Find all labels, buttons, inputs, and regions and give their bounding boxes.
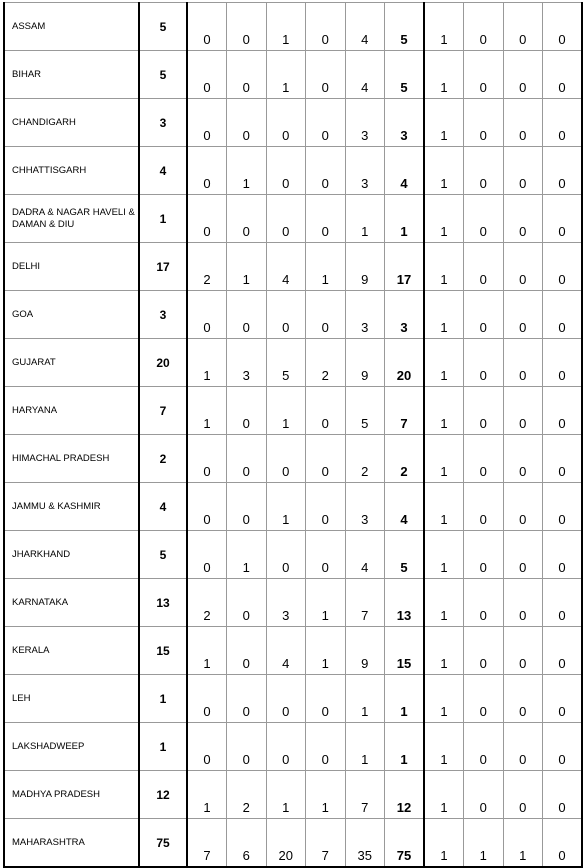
- count-cell: 0: [227, 483, 267, 531]
- count-cell: 1: [424, 771, 464, 819]
- count-cell: 0: [306, 435, 346, 483]
- state-name-cell: CHHATTISGARH: [4, 147, 139, 195]
- count-cell: 0: [464, 291, 504, 339]
- count-cell: 0: [227, 291, 267, 339]
- count-cell: 1: [424, 339, 464, 387]
- count-cell: 0: [227, 723, 267, 771]
- row-subtotal-cell: 12: [385, 771, 425, 819]
- count-cell: 0: [266, 675, 306, 723]
- state-total-cell: 4: [139, 147, 187, 195]
- count-cell: 1: [266, 51, 306, 99]
- state-name-cell: MADHYA PRADESH: [4, 771, 139, 819]
- count-cell: 1: [306, 627, 346, 675]
- count-cell: 0: [543, 3, 583, 51]
- count-cell: 0: [503, 579, 543, 627]
- count-cell: 0: [543, 723, 583, 771]
- count-cell: 0: [187, 51, 227, 99]
- count-cell: 0: [464, 387, 504, 435]
- count-cell: 1: [345, 675, 385, 723]
- state-name-cell: BIHAR: [4, 51, 139, 99]
- count-cell: 0: [187, 723, 227, 771]
- count-cell: 9: [345, 627, 385, 675]
- row-subtotal-cell: 17: [385, 243, 425, 291]
- count-cell: 0: [503, 771, 543, 819]
- count-cell: 3: [266, 579, 306, 627]
- state-name-cell: JAMMU & KASHMIR: [4, 483, 139, 531]
- table-row: [4, 771, 582, 819]
- count-cell: 1: [424, 531, 464, 579]
- count-cell: 0: [464, 723, 504, 771]
- count-cell: 0: [543, 531, 583, 579]
- count-cell: 1: [306, 243, 346, 291]
- count-cell: 0: [464, 627, 504, 675]
- table-row: [4, 147, 582, 195]
- row-subtotal-cell: 5: [385, 531, 425, 579]
- count-cell: 6: [227, 819, 267, 868]
- row-subtotal-cell: 13: [385, 579, 425, 627]
- count-cell: 1: [464, 819, 504, 868]
- count-cell: 4: [266, 627, 306, 675]
- count-cell: 0: [306, 723, 346, 771]
- count-cell: 0: [503, 339, 543, 387]
- count-cell: 1: [266, 387, 306, 435]
- count-cell: 0: [503, 243, 543, 291]
- count-cell: 0: [543, 675, 583, 723]
- count-cell: 0: [187, 3, 227, 51]
- count-cell: 1: [424, 579, 464, 627]
- count-cell: 0: [543, 147, 583, 195]
- count-cell: 1: [424, 291, 464, 339]
- count-cell: 0: [227, 579, 267, 627]
- state-name-cell: DELHI: [4, 243, 139, 291]
- state-name-cell: GUJARAT: [4, 339, 139, 387]
- count-cell: 1: [424, 483, 464, 531]
- count-cell: 1: [187, 771, 227, 819]
- count-cell: 0: [464, 771, 504, 819]
- count-cell: 0: [464, 99, 504, 147]
- count-cell: 1: [424, 819, 464, 868]
- count-cell: 1: [424, 387, 464, 435]
- count-cell: 0: [187, 99, 227, 147]
- count-cell: 1: [424, 243, 464, 291]
- count-cell: 0: [306, 195, 346, 243]
- count-cell: 0: [543, 579, 583, 627]
- row-subtotal-cell: 7: [385, 387, 425, 435]
- count-cell: 0: [266, 291, 306, 339]
- count-cell: 0: [306, 291, 346, 339]
- count-cell: 0: [306, 3, 346, 51]
- state-name-cell: CHANDIGARH: [4, 99, 139, 147]
- state-total-cell: 75: [139, 819, 187, 868]
- count-cell: 3: [227, 339, 267, 387]
- count-cell: 0: [227, 99, 267, 147]
- count-cell: 0: [543, 387, 583, 435]
- row-subtotal-cell: 3: [385, 291, 425, 339]
- count-cell: 20: [266, 819, 306, 868]
- count-cell: 4: [345, 3, 385, 51]
- count-cell: 0: [187, 483, 227, 531]
- table-row: [4, 627, 582, 675]
- count-cell: 1: [187, 627, 227, 675]
- count-cell: 2: [187, 579, 227, 627]
- count-cell: 0: [306, 99, 346, 147]
- count-cell: 0: [266, 147, 306, 195]
- state-total-cell: 15: [139, 627, 187, 675]
- count-cell: 5: [266, 339, 306, 387]
- state-name-cell: MAHARASHTRA: [4, 819, 139, 868]
- count-cell: 0: [227, 195, 267, 243]
- count-cell: 0: [503, 195, 543, 243]
- state-total-cell: 12: [139, 771, 187, 819]
- count-cell: 0: [543, 435, 583, 483]
- count-cell: 0: [464, 51, 504, 99]
- count-cell: 0: [266, 531, 306, 579]
- state-table-body: [4, 3, 582, 868]
- count-cell: 1: [266, 483, 306, 531]
- count-cell: 0: [187, 147, 227, 195]
- count-cell: 1: [424, 99, 464, 147]
- count-cell: 0: [306, 51, 346, 99]
- row-subtotal-cell: 75: [385, 819, 425, 868]
- state-name-cell: KARNATAKA: [4, 579, 139, 627]
- count-cell: 0: [543, 51, 583, 99]
- count-cell: 0: [503, 723, 543, 771]
- count-cell: 0: [464, 579, 504, 627]
- state-total-cell: 3: [139, 291, 187, 339]
- state-total-cell: 17: [139, 243, 187, 291]
- state-total-cell: 5: [139, 531, 187, 579]
- state-name-cell: LAKSHADWEEP: [4, 723, 139, 771]
- count-cell: 7: [345, 579, 385, 627]
- state-table-container: [3, 2, 583, 868]
- count-cell: 4: [345, 531, 385, 579]
- count-cell: 0: [306, 147, 346, 195]
- count-cell: 4: [266, 243, 306, 291]
- table-row: [4, 339, 582, 387]
- count-cell: 0: [543, 195, 583, 243]
- state-total-cell: 4: [139, 483, 187, 531]
- state-name-cell: GOA: [4, 291, 139, 339]
- count-cell: 0: [503, 99, 543, 147]
- state-name-cell: KERALA: [4, 627, 139, 675]
- state-total-cell: 3: [139, 99, 187, 147]
- count-cell: 2: [345, 435, 385, 483]
- state-name-cell: HARYANA: [4, 387, 139, 435]
- count-cell: 3: [345, 147, 385, 195]
- table-row: [4, 387, 582, 435]
- count-cell: 0: [227, 675, 267, 723]
- count-cell: 9: [345, 243, 385, 291]
- count-cell: 2: [227, 771, 267, 819]
- state-data-table: [3, 2, 583, 868]
- state-total-cell: 5: [139, 3, 187, 51]
- table-row: [4, 675, 582, 723]
- count-cell: 0: [187, 291, 227, 339]
- count-cell: 0: [464, 243, 504, 291]
- count-cell: 1: [424, 723, 464, 771]
- count-cell: 1: [424, 435, 464, 483]
- count-cell: 0: [543, 291, 583, 339]
- count-cell: 0: [543, 771, 583, 819]
- count-cell: 1: [424, 675, 464, 723]
- count-cell: 1: [424, 51, 464, 99]
- count-cell: 0: [464, 339, 504, 387]
- count-cell: 0: [503, 387, 543, 435]
- count-cell: 0: [187, 195, 227, 243]
- count-cell: 0: [464, 435, 504, 483]
- count-cell: 0: [306, 387, 346, 435]
- count-cell: 0: [266, 435, 306, 483]
- row-subtotal-cell: 5: [385, 51, 425, 99]
- count-cell: 9: [345, 339, 385, 387]
- state-total-cell: 1: [139, 723, 187, 771]
- count-cell: 0: [464, 147, 504, 195]
- count-cell: 1: [227, 147, 267, 195]
- count-cell: 0: [227, 435, 267, 483]
- row-subtotal-cell: 4: [385, 147, 425, 195]
- row-subtotal-cell: 5: [385, 3, 425, 51]
- state-total-cell: 13: [139, 579, 187, 627]
- count-cell: 0: [464, 195, 504, 243]
- count-cell: 0: [464, 675, 504, 723]
- count-cell: 3: [345, 483, 385, 531]
- state-name-cell: ASSAM: [4, 3, 139, 51]
- table-row: [4, 291, 582, 339]
- count-cell: 0: [503, 291, 543, 339]
- row-subtotal-cell: 1: [385, 195, 425, 243]
- table-row: [4, 579, 582, 627]
- row-subtotal-cell: 4: [385, 483, 425, 531]
- state-total-cell: 1: [139, 675, 187, 723]
- table-row: [4, 243, 582, 291]
- count-cell: 5: [345, 387, 385, 435]
- count-cell: 0: [543, 243, 583, 291]
- count-cell: 1: [187, 387, 227, 435]
- count-cell: 1: [187, 339, 227, 387]
- count-cell: 0: [227, 3, 267, 51]
- state-name-cell: DADRA & NAGAR HAVELI & DAMAN & DIU: [4, 195, 139, 243]
- row-subtotal-cell: 20: [385, 339, 425, 387]
- count-cell: 3: [345, 291, 385, 339]
- count-cell: 0: [464, 483, 504, 531]
- count-cell: 1: [306, 771, 346, 819]
- count-cell: 0: [464, 531, 504, 579]
- row-subtotal-cell: 1: [385, 675, 425, 723]
- table-row: [4, 819, 582, 868]
- table-row: [4, 723, 582, 771]
- count-cell: 1: [503, 819, 543, 868]
- count-cell: 1: [424, 3, 464, 51]
- count-cell: 7: [345, 771, 385, 819]
- count-cell: 1: [424, 147, 464, 195]
- count-cell: 0: [503, 435, 543, 483]
- count-cell: 0: [543, 819, 583, 868]
- count-cell: 0: [227, 387, 267, 435]
- state-name-cell: JHARKHAND: [4, 531, 139, 579]
- count-cell: 0: [187, 675, 227, 723]
- count-cell: 1: [306, 579, 346, 627]
- count-cell: 0: [503, 627, 543, 675]
- count-cell: 1: [227, 531, 267, 579]
- count-cell: 0: [306, 531, 346, 579]
- count-cell: 1: [266, 771, 306, 819]
- count-cell: 0: [543, 339, 583, 387]
- count-cell: 4: [345, 51, 385, 99]
- count-cell: 0: [503, 531, 543, 579]
- count-cell: 35: [345, 819, 385, 868]
- table-row: [4, 3, 582, 51]
- count-cell: 0: [187, 435, 227, 483]
- count-cell: 0: [227, 51, 267, 99]
- count-cell: 1: [424, 195, 464, 243]
- count-cell: 0: [503, 147, 543, 195]
- count-cell: 1: [266, 3, 306, 51]
- row-subtotal-cell: 15: [385, 627, 425, 675]
- count-cell: 0: [503, 51, 543, 99]
- table-row: [4, 483, 582, 531]
- count-cell: 0: [306, 483, 346, 531]
- table-row: [4, 99, 582, 147]
- count-cell: 0: [464, 3, 504, 51]
- state-name-cell: HIMACHAL PRADESH: [4, 435, 139, 483]
- count-cell: 7: [306, 819, 346, 868]
- count-cell: 1: [345, 195, 385, 243]
- table-row: [4, 531, 582, 579]
- state-total-cell: 20: [139, 339, 187, 387]
- count-cell: 0: [543, 483, 583, 531]
- count-cell: 0: [266, 195, 306, 243]
- count-cell: 0: [503, 675, 543, 723]
- count-cell: 0: [187, 531, 227, 579]
- row-subtotal-cell: 2: [385, 435, 425, 483]
- count-cell: 0: [306, 675, 346, 723]
- state-total-cell: 5: [139, 51, 187, 99]
- count-cell: 2: [306, 339, 346, 387]
- count-cell: 0: [543, 627, 583, 675]
- count-cell: 7: [187, 819, 227, 868]
- state-total-cell: 1: [139, 195, 187, 243]
- count-cell: 0: [503, 3, 543, 51]
- state-total-cell: 2: [139, 435, 187, 483]
- count-cell: 0: [227, 627, 267, 675]
- count-cell: 3: [345, 99, 385, 147]
- count-cell: 2: [187, 243, 227, 291]
- count-cell: 1: [424, 627, 464, 675]
- count-cell: 0: [543, 99, 583, 147]
- row-subtotal-cell: 1: [385, 723, 425, 771]
- state-name-cell: LEH: [4, 675, 139, 723]
- count-cell: 0: [266, 99, 306, 147]
- count-cell: 1: [227, 243, 267, 291]
- row-subtotal-cell: 3: [385, 99, 425, 147]
- count-cell: 1: [345, 723, 385, 771]
- count-cell: 0: [266, 723, 306, 771]
- table-row: [4, 195, 582, 243]
- table-row: [4, 435, 582, 483]
- state-total-cell: 7: [139, 387, 187, 435]
- table-row: [4, 51, 582, 99]
- count-cell: 0: [503, 483, 543, 531]
